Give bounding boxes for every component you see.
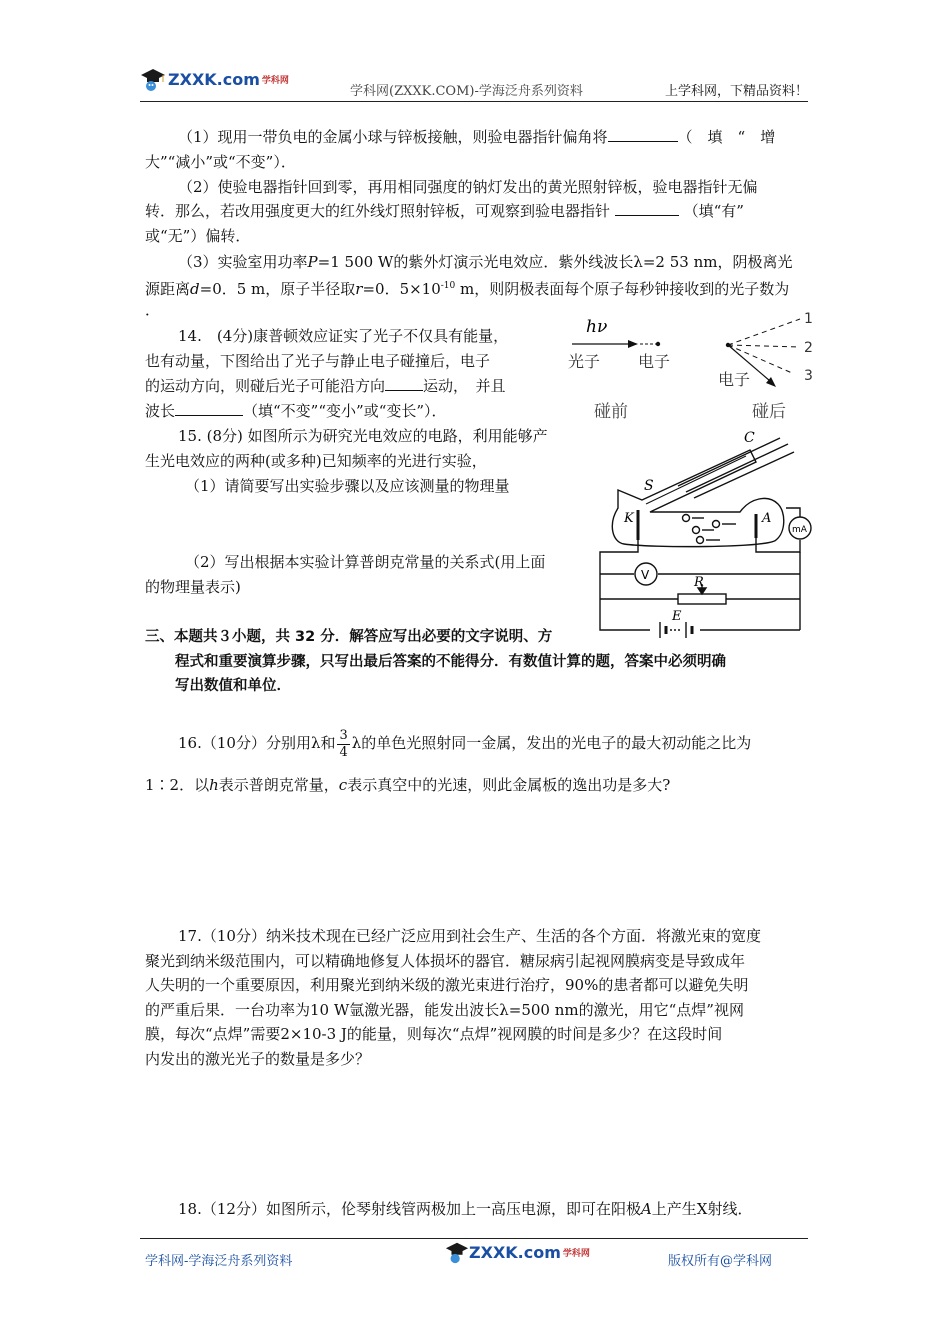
light-ray-1: [678, 438, 780, 486]
q17-line5: 膜，每次“点焊”需要2×10-3 J的能量，则每次“点焊”视网膜的时间是多少？在这段时间: [145, 1025, 723, 1043]
rheostat: [678, 594, 726, 604]
footer-copyright: 版权所有@学科网: [668, 1254, 773, 1269]
label-mA: mA: [792, 525, 807, 535]
q17-line2: 聚光到纳米级范围内，可以精确地修复人体损坏的器官．糖尿病引起视网膜病变是导致成年: [145, 952, 746, 970]
header-center-text: 学科网(ZXXK.COM)-学海泛舟系列资料: [350, 84, 583, 99]
direction-2-line: [728, 345, 800, 347]
direction-3-label: 3: [804, 368, 813, 384]
direction-3-line: [728, 345, 792, 373]
q14-blank-direction[interactable]: [385, 374, 423, 391]
q15-part2-line1: （2）写出根据本实验计算普朗克常量的关系式(用上面: [185, 553, 546, 571]
footer-divider: [140, 1238, 808, 1239]
q13-part2-line2: 转．那么，若改用强度更大的红外线灯照射锌板，可观察到验电器指针 （填“有”: [145, 199, 744, 223]
logo-text: ZXXK.com: [168, 69, 260, 89]
q16-line2: 1∶2．以h表示普朗克常量，c表示真空中的光速，则此金属板的逸出功是多大?: [145, 776, 671, 794]
electron-label-after: 电子: [718, 370, 751, 389]
footer-logo-sub: 学科网: [562, 1248, 590, 1259]
q13-part3-line2: 源距离d=0．5 m，原子半径取r=0．$5\times 10^{-10}$ m，则阴极表面每个原子每秒钟接收到的光子数为: [145, 280, 790, 298]
photoelectric-circuit-diagram: [590, 428, 815, 638]
direction-1-label: 1: [804, 311, 813, 327]
site-logo[interactable]: [140, 66, 289, 92]
section3-line2: 程式和重要演算步骤，只写出最后答案的不能得分．有数值计算的题，答案中必须明确: [175, 654, 726, 670]
label-C: C: [744, 430, 755, 446]
hv-label: hν: [586, 317, 608, 337]
light-ray-3: [694, 452, 794, 498]
label-V: V: [641, 568, 650, 582]
after-label: 碰后: [752, 402, 786, 422]
footer-logo-text: ZXXK.com: [469, 1242, 561, 1262]
header-divider: [140, 101, 808, 102]
q13-part3-line1: （3）实验室用功率P=1 500 W的紫外灯演示光电效应．紫外线波长λ=2 53 nm，阴极离光: [178, 253, 793, 271]
q16-line1: 16.（10分）分别用λ和 $\frac{3}{4}$ λ的单色光照射同一金属，发出的光电子的最大初动能之比为: [178, 727, 752, 760]
footer-left-text: 学科网-学海泛舟系列资料: [145, 1254, 293, 1269]
q13-part1-line2: 大”“减小”或“不变”）．: [145, 153, 296, 171]
q13-part2-line1: （2）使验电器指针回到零，再用相同强度的钠灯发出的黄光照射锌板，验电器指针无偏: [178, 178, 758, 196]
q17-line3: 人失明的一个重要原因，利用聚光到纳米级的激光束进行治疗，90%的患者都可以避免失明: [145, 976, 749, 994]
section3-line3: 写出数值和单位．: [175, 678, 291, 694]
q14-line4: 波长 （填“不变”“变小”或“变长”）．: [145, 399, 447, 423]
photon-label: 光子: [568, 352, 601, 371]
electron-dot-before: [656, 342, 660, 346]
graduation-cap-icon: [140, 66, 166, 92]
q13-part3-line3: ．: [145, 301, 161, 319]
label-E: E: [672, 609, 682, 624]
q14-blank-wavelength[interactable]: [175, 399, 243, 416]
footer-logo[interactable]: [445, 1240, 590, 1264]
page-header: [140, 66, 808, 102]
logo-sub: 学科网: [261, 75, 289, 86]
q15-part2-line2: 的物理量表示): [145, 578, 241, 596]
q13-part1-line1: （1）现用一带负电的金属小球与锌板接触，则验电器指针偏角将 （ 填 “ 增: [178, 125, 775, 149]
q13-blank-1[interactable]: [608, 125, 678, 142]
fraction-3-4: $\frac{3}{4}$: [339, 727, 348, 760]
q14-line2: 也有动量，下图给出了光子与静止电子碰撞后，电子: [145, 352, 491, 370]
q15-line1: 15. (8分) 如图所示为研究光电效应的电路，利用能够产: [178, 427, 548, 445]
electron-label-before: 电子: [638, 352, 671, 371]
q14-line3: 的运动方向，则碰后光子可能沿方向 运动， 并且: [145, 374, 506, 398]
label-K: K: [624, 511, 634, 526]
q13-part2-line3: 或“无”）偏转．: [145, 227, 251, 245]
q15-part1: （1）请简要写出实验步骤以及应该测量的物理量: [185, 477, 510, 495]
light-ray-2: [686, 444, 788, 492]
header-slogan: 上学科网，下精品资料！: [664, 84, 808, 99]
direction-2-label: 2: [804, 340, 813, 356]
label-S: S: [644, 478, 654, 494]
q17-line6: 内发出的激光光子的数量是多少？: [145, 1050, 371, 1068]
section3-line1: 三、本题共３小题，共 32 分．解答应写出必要的文字说明、方: [145, 629, 553, 645]
wire-right: [756, 538, 800, 552]
q13-blank-2[interactable]: [615, 199, 679, 216]
q17-line1: 17.（10分）纳米技术现在已经广泛应用到社会生产、生活的各个方面．将激光束的宽度: [178, 927, 761, 945]
label-A: A: [762, 511, 772, 526]
graduation-cap-icon: [445, 1240, 469, 1264]
q15-line2: 生光电效应的两种(或多种)已知频率的光进行实验，: [145, 452, 487, 470]
direction-1-line: [728, 319, 800, 345]
before-label: 碰前: [594, 402, 628, 422]
q14-line1: 14. (4分)康普顿效应证实了光子不仅具有能量，: [178, 327, 509, 345]
compton-scattering-diagram: [560, 305, 825, 425]
label-R: R: [694, 575, 704, 590]
q17-line4: 的严重后果．一台功率为10 W氩激光器，能发出波长λ=500 nm的激光，用它“点焊”视网: [145, 1001, 744, 1019]
q18-line1: 18.（12分）如图所示，伦琴射线管两极加上一高压电源，即可在阳极A上产生X射线．: [178, 1200, 753, 1218]
